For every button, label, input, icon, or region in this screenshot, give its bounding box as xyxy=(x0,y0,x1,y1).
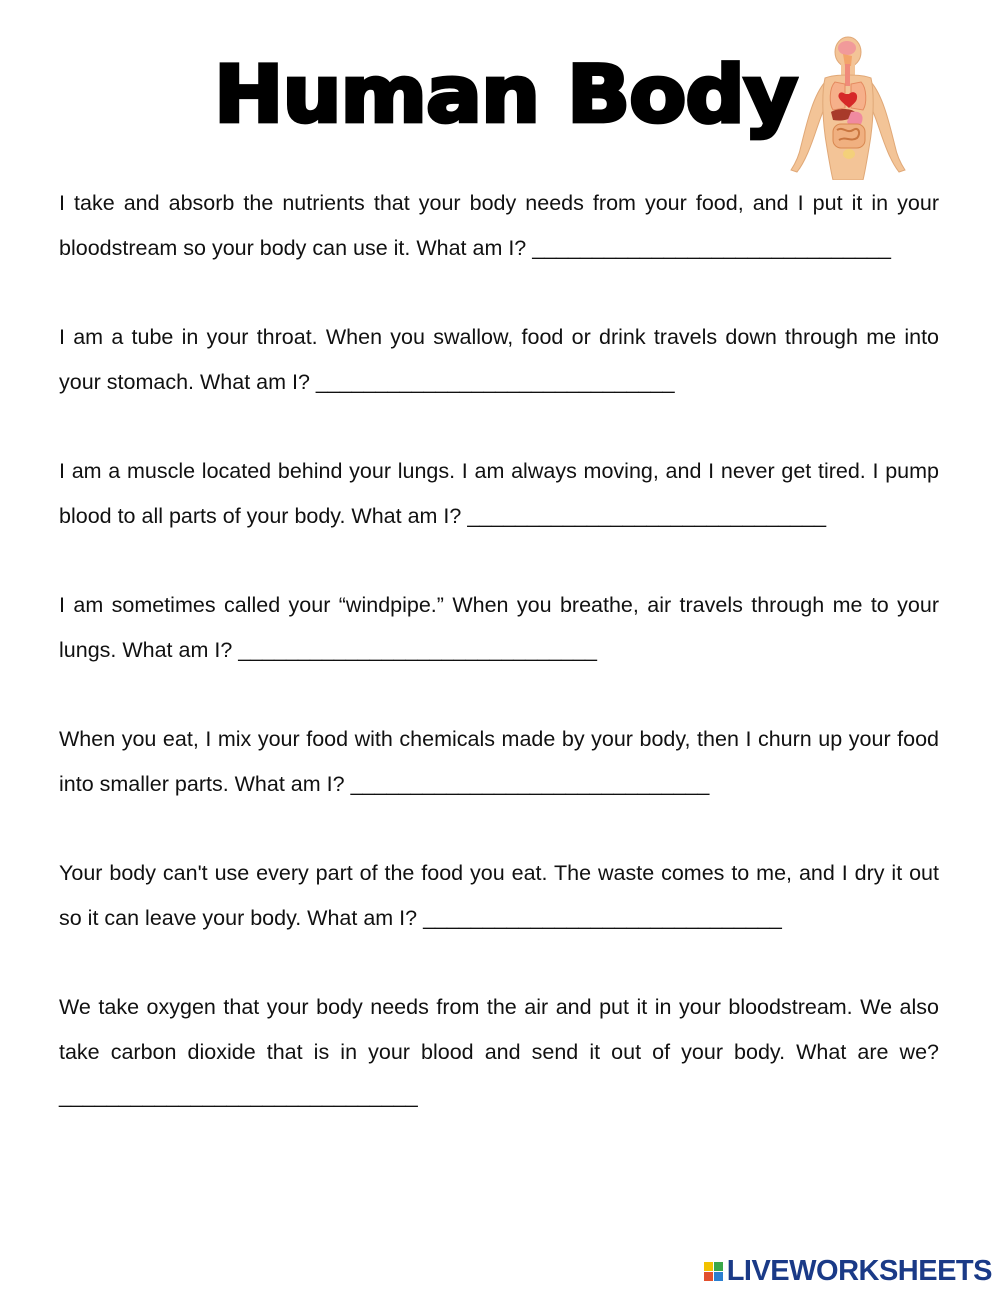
question-7 xyxy=(59,985,939,1119)
answer-blank[interactable]: ______________________________ xyxy=(238,637,597,662)
question-text: I am a muscle located behind your lungs. I am always moving, and I never get tired. I pump blood to all parts of your body. What am I? xyxy=(59,459,939,528)
human-body-organs-icon xyxy=(785,36,911,180)
question-text: I am a tube in your throat. When you swallow, food or drink travels down through me into your stomach. What am I? xyxy=(59,325,939,394)
question-text: We take oxygen that your body needs from the air and put it in your bloodstream. We also take carbon dioxide that is in your blood and send it out of your body. What are we? xyxy=(59,995,939,1064)
logo-tile xyxy=(704,1272,713,1281)
liveworksheets-logo-icon xyxy=(704,1262,723,1281)
answer-blank[interactable]: ______________________________ xyxy=(423,905,782,930)
question-2 xyxy=(59,315,939,404)
question-3 xyxy=(59,449,939,538)
liveworksheets-brand xyxy=(704,1254,992,1288)
logo-tile xyxy=(704,1262,713,1271)
answer-blank[interactable]: ______________________________ xyxy=(59,1084,418,1108)
question-6 xyxy=(59,851,939,940)
question-text: I am sometimes called your “windpipe.” When you breathe, air travels through me to your lungs. What am I? xyxy=(59,593,939,662)
logo-tile xyxy=(714,1262,723,1271)
answer-blank[interactable]: ______________________________ xyxy=(532,235,891,260)
answer-blank[interactable]: ______________________________ xyxy=(467,503,827,528)
question-1 xyxy=(59,181,939,270)
question-text: I take and absorb the nutrients that your body needs from your food, and I put it in your bloodstream so your body can use it. What am I? xyxy=(59,191,939,260)
question-text: Your body can't use every part of the food you eat. The waste comes to me, and I dry it out so it can leave your body. What am I? xyxy=(59,861,939,930)
logo-tile xyxy=(714,1272,723,1281)
answer-blank[interactable]: ______________________________ xyxy=(350,771,710,796)
question-text: When you eat, I mix your food with chemicals made by your body, then I churn up your food into smaller parts. What am I? xyxy=(59,727,939,796)
brand-name: LIVEWORKSHEETS xyxy=(726,1255,992,1287)
question-5 xyxy=(59,717,939,806)
page-title: Human Body xyxy=(214,48,797,141)
question-4 xyxy=(59,583,939,672)
question-list xyxy=(59,181,939,1164)
answer-blank[interactable]: ______________________________ xyxy=(315,369,675,394)
